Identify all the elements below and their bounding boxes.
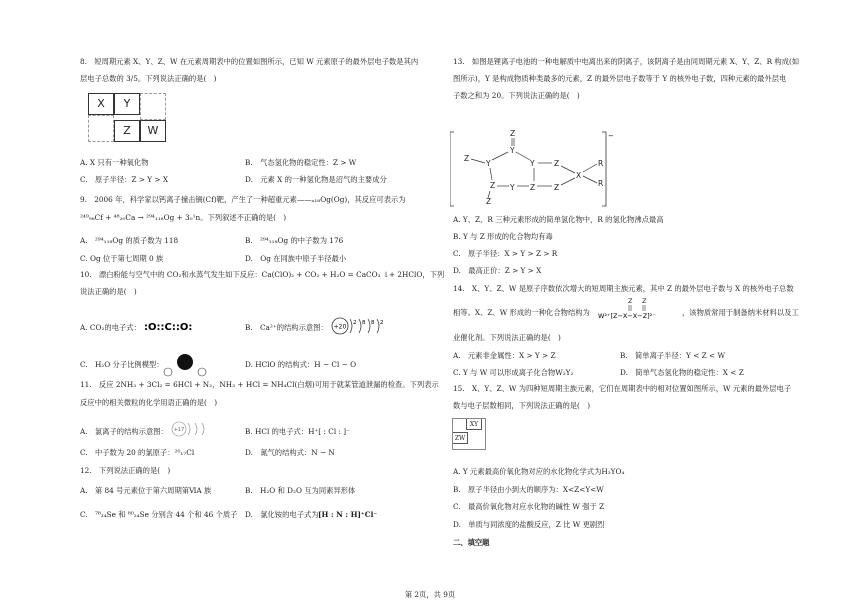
- svg-text:R: R: [598, 179, 604, 188]
- cl-ion-structure-diagram: [170, 419, 210, 439]
- q11-stem-line1: 11. 反应 2NH₃ + 3Cl₂ = 6HCl + N₂，NH₃ + HCl = NH₄Cl(白烟)可用于就某管道泄漏的检查。下列表示: [80, 380, 439, 389]
- svg-text:Z: Z: [642, 297, 647, 305]
- q8-option-b: B. 气态氢化物的稳定性：Z > W: [245, 158, 357, 167]
- q13-option-d: D. 最高正价：Z > Y > X: [453, 266, 542, 275]
- svg-text:Z: Z: [490, 181, 496, 190]
- svg-text:Z: Z: [628, 297, 633, 305]
- q9-stem-line2: ²⁴⁹₉₈Cf + ⁴⁸₂₀Ca → ²⁹⁴₁₁₈Og + 3₀¹n。下列叙述不正确的是( ): [80, 213, 287, 222]
- q14-option-c: C. Y 与 W 可以形成离子化合物W₃Y₂: [453, 368, 574, 377]
- ca-nucleus-charge: +20: [333, 323, 347, 331]
- q13-stem-line1: 13. 如图是锂离子电池的一种电解质中电离出来的阴离子，该阴离子是由同周期元素 X、Y、Z、R 构成(如: [453, 57, 800, 66]
- section-heading: 二、填空题: [453, 538, 490, 547]
- q14-option-d: D. 简单气态氢化物的稳定性：X < Z: [620, 368, 744, 377]
- q8-option-a: A. X 只有一种氧化物: [80, 158, 149, 167]
- q9-option-b: B. ²⁹⁴₁₁₈Og 的中子数为 176: [245, 236, 344, 245]
- q15-option-c: C. 最高价氧化物对应水化物的碱性 W 强于 Z: [453, 502, 605, 511]
- grid-frame: [452, 418, 486, 450]
- grid-cell-w: W: [140, 120, 166, 142]
- q9-option-a: A. ²⁹⁴₁₁₈Og 的质子数为 118: [80, 236, 179, 245]
- cl-nucleus-charge: +17: [173, 427, 185, 433]
- q9-option-d: D. Og 在同族中原子半径最小: [245, 254, 347, 263]
- q8-stem-line1: 8. 短周期元素 X、Y、Z、W 在元素周期表中的位置如图所示，已知 W 元素原子的最外层电子数是其内: [80, 57, 419, 66]
- grid-cell-xy: XY: [466, 418, 482, 430]
- q14-stem-line2a: 相等。X、Z、W 形成的一种化合物结构为: [453, 308, 590, 317]
- q14-stem-line2b: ，该物质常用于制备纳米材料以及工: [682, 308, 799, 317]
- grid-cell-empty: [140, 93, 166, 120]
- q8-stem-line2: 层电子总数的 3/5。下列说法正确的是( ): [80, 74, 217, 83]
- q14-stem-line1: 14. X、Y、Z、W 是原子序数依次增大的短周期主族元素，其中 Z 的最外层电子数与 X 的核外电子总数: [453, 284, 794, 293]
- q14-option-b: B. 简单离子半径：Y < Z < W: [620, 351, 725, 360]
- q11-option-a: A. 氯离子的结构示意图：: [80, 427, 168, 436]
- svg-text:Z: Z: [464, 154, 470, 163]
- q11-option-b: B. HCl 的电子式：H⁺[ : Cl : ]⁻: [245, 427, 350, 436]
- q12-option-a: A. 第 84 号元素位于第六周期第ⅥA 族: [80, 486, 212, 495]
- nh4cl-electron-formula: [H : N : H]⁺Cl⁻: [318, 510, 378, 519]
- svg-text:X: X: [576, 171, 582, 180]
- svg-text:Y: Y: [530, 159, 535, 168]
- q10-option-a: A. CO₂的电子式：: [80, 323, 141, 332]
- q15-option-d: D. 单质与同浓度的盐酸反应，Z 比 W 更剧烈: [453, 520, 605, 529]
- grid-cell-zw: ZW: [452, 432, 468, 444]
- q12-option-d: D. 氯化铵的电子式为: [245, 510, 319, 519]
- q10-option-d: D. HClO 的结构式：H − Cl − O: [245, 360, 357, 369]
- q13-option-a: A. Y、Z、R 三种元素形成的简单氢化物中，R 的氢化物沸点最高: [453, 215, 664, 224]
- svg-text:Y: Y: [510, 183, 515, 192]
- svg-text:Z: Z: [510, 129, 516, 138]
- grid-cell-z: Z: [114, 120, 140, 142]
- ca-ion-structure-diagram: [330, 314, 390, 338]
- svg-text:−: −: [608, 132, 614, 140]
- svg-text:R: R: [598, 159, 604, 168]
- grid-cell-empty: [88, 115, 114, 142]
- q10-stem-line1: 10. 漂白粉能与空气中的 CO₂和水蒸气发生如下反应：Ca(ClO)₂ + CO₂ + H₂O = CaCO₃ ↓+ 2HClO，下列: [80, 270, 445, 279]
- q10-option-c: C. H₂O 分子比例模型：: [80, 360, 164, 369]
- q14-stem-line3: 业催化剂。下列说法正确的是( ): [453, 333, 561, 342]
- q12-option-c: C. ⁷⁸₃₄Se 和 ⁸⁰₃₄Se 分别含 44 个和 46 个质子: [80, 510, 238, 519]
- svg-text:Y: Y: [510, 146, 515, 155]
- q15-stem-line2: 数与电子层数相同，下列说法正确的是( ): [453, 401, 591, 410]
- q11-stem-line2: 反应中的相关微粒的化学用语正确的是( ): [80, 398, 218, 407]
- shell-count: 2: [353, 320, 357, 326]
- q15-option-b: B. 原子半径由小到大的顺序为：X<Z<Y<W: [453, 485, 604, 494]
- svg-text:Z: Z: [486, 197, 492, 206]
- co2-electron-formula: [142, 316, 192, 336]
- grid-cell-y: Y: [114, 93, 140, 115]
- shell-count: 8: [362, 320, 366, 326]
- q10-stem-line2: 说法正确的是( ): [80, 287, 137, 296]
- svg-text:Z: Z: [554, 159, 560, 168]
- q12-stem: 12. 下列说法正确的是( ): [80, 466, 171, 475]
- q13-option-b: B. Y 与 Z 形成的化合物均有毒: [453, 232, 553, 241]
- q15-option-a: A. Y 元素最高价氧化物对应的水化物化学式为H₃YO₄: [453, 467, 625, 476]
- q8-option-c: C. 原子半径：Z > Y > X: [80, 175, 169, 184]
- shell-count: 8: [371, 320, 375, 326]
- svg-text:Z: Z: [554, 183, 560, 192]
- svg-text:Z: Z: [530, 183, 536, 192]
- q13-stem-line3: 子数之和为 20。下列说法正确的是( ): [453, 91, 580, 100]
- q9-stem-line1: 9. 2006 年，科学家以钙离子撞击锎(Cf)靶，产生了一种超重元素——ₐ₁₈Og(Og)，其反应可表示为: [80, 195, 406, 204]
- q12-option-b: B. H₂O 和 D₂O 互为同素异形体: [245, 486, 356, 495]
- svg-text::O::C::O:: :O::C::O:: [144, 322, 192, 333]
- q10-option-b: B. Ca²⁺的结构示意图：: [245, 323, 328, 332]
- q14-option-a: A. 元素非金属性：X > Y > Z: [453, 351, 556, 360]
- q13-anion-structure: [450, 128, 620, 210]
- q15-stem-line1: 15. X、Y、Z、W 为四种短周期主族元素，它们在周期表中的相对位置如图所示，W 元素的最外层电子: [453, 384, 792, 393]
- q14-compound-structure: [598, 297, 678, 325]
- shell-count: 2: [380, 320, 384, 326]
- q11-option-c: C. 中子数为 20 的氯原子：²⁰₁₇Cl: [80, 448, 195, 457]
- grid-cell-x: X: [88, 93, 114, 115]
- q8-option-d: D. 元素 X 的一种氢化物是沼气的主要成分: [245, 175, 387, 184]
- q9-option-c: C. Og 位于第七周期 0 族: [80, 254, 164, 263]
- q13-option-c: C. 原子半径：X > Y > Z > R: [453, 249, 558, 258]
- page-footer: 第 2页，共 9页: [404, 590, 456, 599]
- q14-formula-text: W²⁺[Z−X−X−Z]²⁻: [598, 312, 656, 320]
- q11-option-d: D. 氮气的结构式：N − N: [245, 448, 335, 457]
- q13-stem-line2: 图所示)，Y 是构成物质种类最多的元素，Z 的最外层电子数等于 Y 的核外电子数，四种元素的最外层电: [453, 74, 787, 83]
- svg-text:Y: Y: [486, 159, 491, 168]
- water-ball-model: [160, 352, 210, 380]
